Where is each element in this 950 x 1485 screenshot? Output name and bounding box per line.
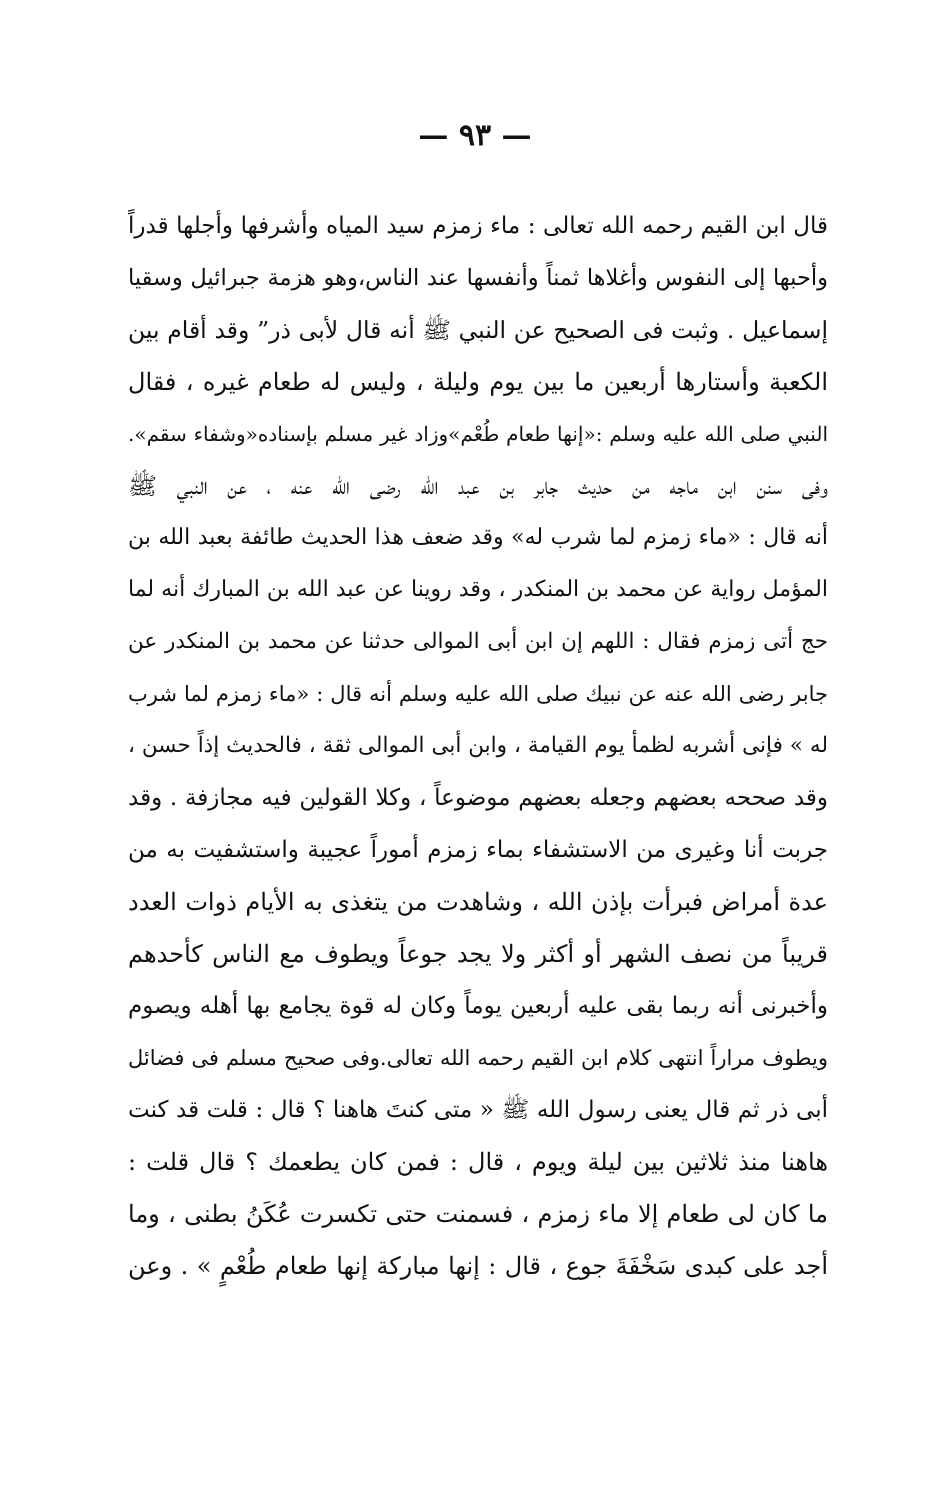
- text-line: المؤمل رواية عن محمد بن المنكدر ، وقد روينا عن عبد الله بن المبارك أنه لما: [128, 577, 828, 602]
- text-line: أبى ذر ثم قال يعنى رسول الله ﷺ « متى كنتَ هاهنا ؟ قال : قلت قد كنت: [128, 1097, 828, 1123]
- body-text: [128, 200, 828, 1292]
- text-line: جابر رضى الله عنه عن نبيك صلى الله عليه وسلم أنه قال : «ماء زمزم لما شرب: [128, 682, 828, 706]
- text-line: قريباً من نصف الشهر أو أكثر ولا يجد جوعاً ويطوف مع الناس كأحدهم: [128, 940, 828, 968]
- text-line: إسماعيل . وثبت فى الصحيح عن النبي ﷺ أنه قال لأبى ذر” وقد أقام بين: [128, 316, 828, 344]
- page-number: — ٩٣ —: [418, 118, 532, 153]
- text-line: النبي صلى الله عليه وسلم :«إنها طعام طُعْم»وزاد غير مسلم بإسناده«وشفاء سقم».: [128, 422, 828, 446]
- text-line: له » فإنى أشربه لظمأ يوم القيامة ، وابن أبى الموالى ثقة ، فالحديث إذاً حسن ،: [128, 733, 828, 758]
- text-line: وقد صححه بعضهم وجعله بعضهم موضوعاً ، وكلا القولين فيه مجازفة . وقد: [128, 785, 828, 811]
- text-line: حج أتى زمزم فقال : اللهم إن ابن أبى الموالى حدثنا عن محمد بن المنكدر عن: [128, 629, 828, 654]
- text-line: وأحبها إلى النفوس وأغلاها ثمناً وأنفسها عند الناس،وهو هزمة جبرائيل وسقيا: [128, 265, 828, 291]
- text-line: وفى سنن ابن ماجه من حديث جابر بن عبد الله رضى الله عنه ، عن النبي ﷺ: [128, 472, 828, 500]
- text-line: قال ابن القيم رحمه الله تعالى : ماء زمزم سيد المياه وأشرفها وأجلها قدراً: [128, 213, 828, 239]
- text-line: أجد على كبدى سَخْفَةَ جوع ، قال : إنها مباركة إنها طعام طُعْمٍ » . وعن: [128, 1252, 828, 1280]
- text-line: هاهنا منذ ثلاثين بين ليلة ويوم ، قال : فمن كان يطعمك ؟ قال قلت :: [128, 1148, 828, 1176]
- text-line: ويطوف مراراً انتهى كلام ابن القيم رحمه الله تعالى.وفى صحيح مسلم فى فضائل: [128, 1046, 828, 1070]
- text-line: وأخبرنى أنه ربما بقى عليه أربعين يوماً وكان له قوة يجامع بها أهله ويصوم: [128, 993, 828, 1019]
- text-line: جربت أنا وغيرى من الاستشفاء بماء زمزم أموراً عجيبة واستشفيت به من: [128, 837, 828, 863]
- text-line: عدة أمراض فبرأت بإذن الله ، وشاهدت من يتغذى به الأيام ذوات العدد: [128, 888, 828, 916]
- text-line: أنه قال : «ماء زمزم لما شرب له» وقد ضعف هذا الحديث طائفة بعبد الله بن: [128, 525, 828, 550]
- text-line: ما كان لى طعام إلا ماء زمزم ، فسمنت حتى تكسرت عُكَنُ بطنى ، وما: [128, 1200, 828, 1228]
- text-line: الكعبة وأستارها أربعين ما بين يوم وليلة ، وليس له طعام غيره ، فقال: [128, 368, 828, 396]
